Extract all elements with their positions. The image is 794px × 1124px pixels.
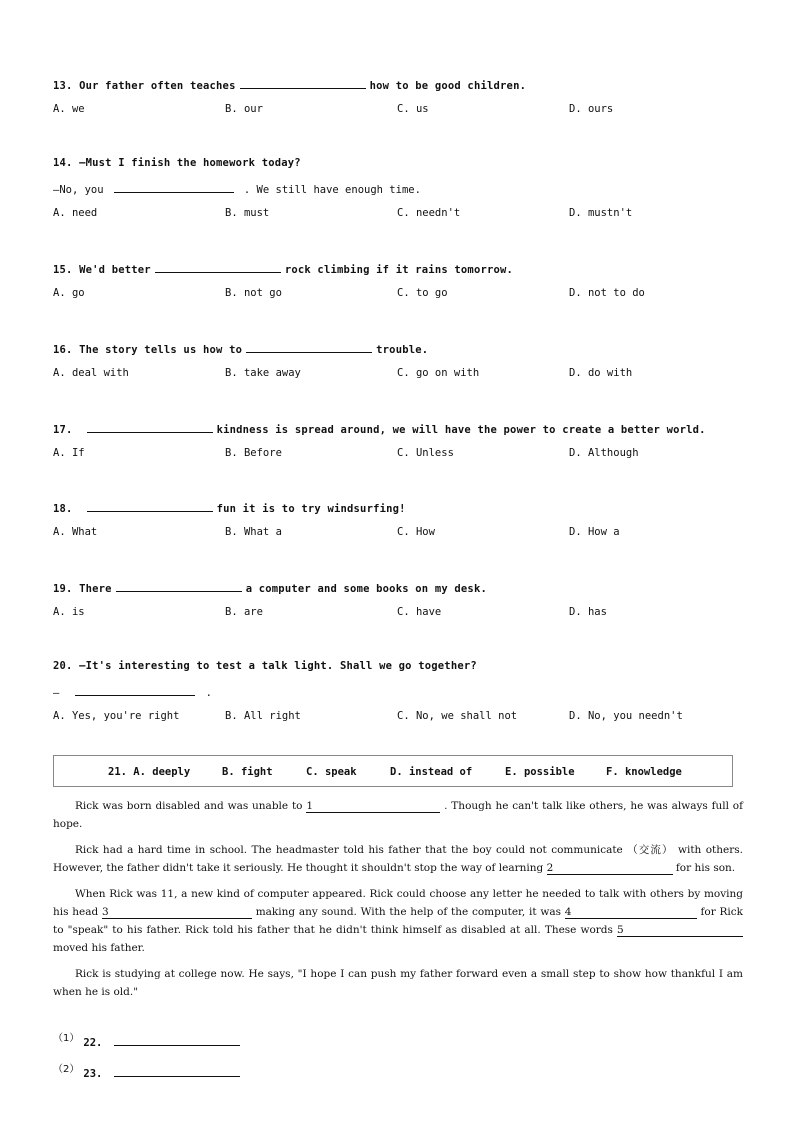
answer-blank[interactable] [87, 422, 213, 433]
question-18 [53, 501, 753, 540]
passage-text: making any sound. With the help of the computer, it was [255, 906, 561, 918]
options-row [53, 103, 753, 117]
option-b[interactable]: B. What a [225, 526, 282, 538]
stem-text: kindness is spread around, we will have the power to create a better world. [216, 424, 706, 436]
option-d[interactable]: D. How a [569, 526, 620, 538]
question-stem [53, 581, 753, 595]
stem-text: trouble. [376, 344, 429, 356]
options-row [53, 526, 753, 540]
option-a[interactable]: A. need [53, 207, 98, 219]
stem-text: — [53, 687, 60, 699]
option-b[interactable]: B. not go [225, 287, 282, 299]
word-bank-item: C. speak [306, 766, 357, 778]
option-c[interactable]: C. No, we shall not [397, 710, 518, 722]
option-c[interactable]: C. go on with [397, 367, 480, 379]
passage-blank-1[interactable]: 1 [306, 800, 440, 813]
word-bank-box [53, 755, 733, 787]
answer-field[interactable] [114, 1066, 240, 1077]
question-13 [53, 78, 753, 117]
question-stem [53, 501, 753, 515]
passage-text: Rick is studying at college now. He says, "I hope I can push my father forward even a small step to show how thankful I am when he is old." [53, 968, 743, 998]
option-c[interactable]: C. How [397, 526, 435, 538]
option-d[interactable]: D. ours [569, 103, 614, 115]
options-row [53, 367, 753, 381]
option-d[interactable]: D. mustn't [569, 207, 633, 219]
stem-text: 19. There [53, 583, 112, 595]
subquestion-number: （2） [53, 1064, 80, 1075]
question-20 [53, 660, 753, 724]
question-17 [53, 422, 753, 461]
passage-paragraph [53, 841, 743, 877]
stem-text: 18. [53, 503, 73, 515]
stem-text: 16. The story tells us how to [53, 344, 243, 356]
options-row [53, 606, 753, 620]
passage-blank-4[interactable]: 4 [565, 906, 697, 919]
dialogue-line [53, 685, 753, 699]
answer-blank[interactable] [116, 581, 242, 592]
option-a[interactable]: A. If [53, 447, 85, 459]
question-number: 23. [83, 1068, 103, 1080]
option-d[interactable]: D. not to do [569, 287, 645, 299]
option-b[interactable]: B. are [225, 606, 263, 618]
option-a[interactable]: A. is [53, 606, 85, 618]
option-d[interactable]: D. do with [569, 367, 633, 379]
stem-text: 13. Our father often teaches [53, 80, 236, 92]
answer-blank[interactable] [114, 182, 234, 193]
option-d[interactable]: D. has [569, 606, 607, 618]
option-b[interactable]: B. our [225, 103, 263, 115]
stem-text: 15. We'd better [53, 264, 151, 276]
passage-text: Rick was born disabled and was unable to [75, 800, 303, 812]
answer-blank[interactable] [155, 262, 281, 273]
question-stem [53, 342, 753, 356]
options-row [53, 710, 753, 724]
word-bank-item: D. instead of [390, 766, 473, 778]
option-b[interactable]: B. take away [225, 367, 301, 379]
passage-paragraph [53, 965, 743, 1001]
option-c[interactable]: C. to go [397, 287, 448, 299]
cloze-passage [53, 797, 743, 1009]
word-bank-item: 21. A. deeply [108, 766, 191, 778]
passage-text: Rick had a hard time in school. The headmaster told his father that the boy could not communicate （交流） with others. However, the father didn't take it seriously. He thought it shouldn't stop the way of learning [53, 844, 743, 874]
option-b[interactable]: B. must [225, 207, 270, 219]
word-bank-item: F. knowledge [606, 766, 682, 778]
passage-text: moved his father. [53, 942, 145, 954]
question-stem [53, 78, 753, 92]
question-15 [53, 262, 753, 301]
question-stem [53, 262, 753, 276]
option-a[interactable]: A. we [53, 103, 85, 115]
option-c[interactable]: C. Unless [397, 447, 454, 459]
word-bank-item: E. possible [505, 766, 575, 778]
question-16 [53, 342, 753, 381]
passage-paragraph [53, 797, 743, 833]
option-d[interactable]: D. Although [569, 447, 639, 459]
stem-text: 17. [53, 424, 73, 436]
answer-line-23 [53, 1065, 240, 1080]
passage-text: . Though he can't talk like others, he was always full of hope. [53, 800, 743, 830]
passage-text: When Rick was 11, a new kind of computer appeared. Rick could choose any letter he needed to talk with others by moving his head [53, 888, 743, 918]
stem-text: a computer and some books on my desk. [245, 583, 487, 595]
answer-blank[interactable] [87, 501, 213, 512]
dialogue-line [53, 182, 753, 196]
answer-blank[interactable] [240, 78, 366, 89]
passage-text: for Rick to "speak" to his father. Rick told his father that he didn't think himself as disabled at all. These words [53, 906, 743, 936]
option-a[interactable]: A. Yes, you're right [53, 710, 180, 722]
options-row [53, 287, 753, 301]
option-a[interactable]: A. go [53, 287, 85, 299]
question-19 [53, 581, 753, 620]
question-14 [53, 157, 753, 221]
option-b[interactable]: B. All right [225, 710, 301, 722]
stem-text: . We still have enough time. [243, 184, 421, 196]
option-c[interactable]: C. have [397, 606, 442, 618]
question-stem: 20. —It's interesting to test a talk light. Shall we go together? [53, 660, 477, 672]
options-row [53, 207, 753, 221]
option-b[interactable]: B. Before [225, 447, 282, 459]
stem-text: how to be good children. [369, 80, 527, 92]
option-d[interactable]: D. No, you needn't [569, 710, 683, 722]
question-number: 22. [83, 1037, 103, 1049]
option-a[interactable]: A. deal with [53, 367, 129, 379]
answer-line-22 [53, 1034, 240, 1049]
passage-blank-2[interactable]: 2 [547, 862, 673, 875]
question-stem: 14. —Must I finish the homework today? [53, 157, 301, 169]
subquestion-number: （1） [53, 1033, 80, 1044]
answer-field[interactable] [114, 1035, 240, 1046]
answer-blank[interactable] [75, 685, 195, 696]
option-c[interactable]: C. needn't [397, 207, 461, 219]
options-row [53, 447, 753, 461]
word-bank-item: B. fight [222, 766, 273, 778]
question-stem [53, 422, 753, 436]
passage-blank-3[interactable]: 3 [102, 906, 252, 919]
stem-text: fun it is to try windsurfing! [216, 503, 406, 515]
option-c[interactable]: C. us [397, 103, 429, 115]
answer-blank[interactable] [246, 342, 372, 353]
passage-blank-5[interactable]: 5 [617, 924, 743, 937]
stem-text: rock climbing if it rains tomorrow. [284, 264, 514, 276]
passage-text: for his son. [675, 862, 736, 874]
option-a[interactable]: A. What [53, 526, 98, 538]
passage-paragraph [53, 885, 743, 957]
stem-text: . [205, 687, 212, 699]
stem-text: —No, you [53, 184, 104, 196]
